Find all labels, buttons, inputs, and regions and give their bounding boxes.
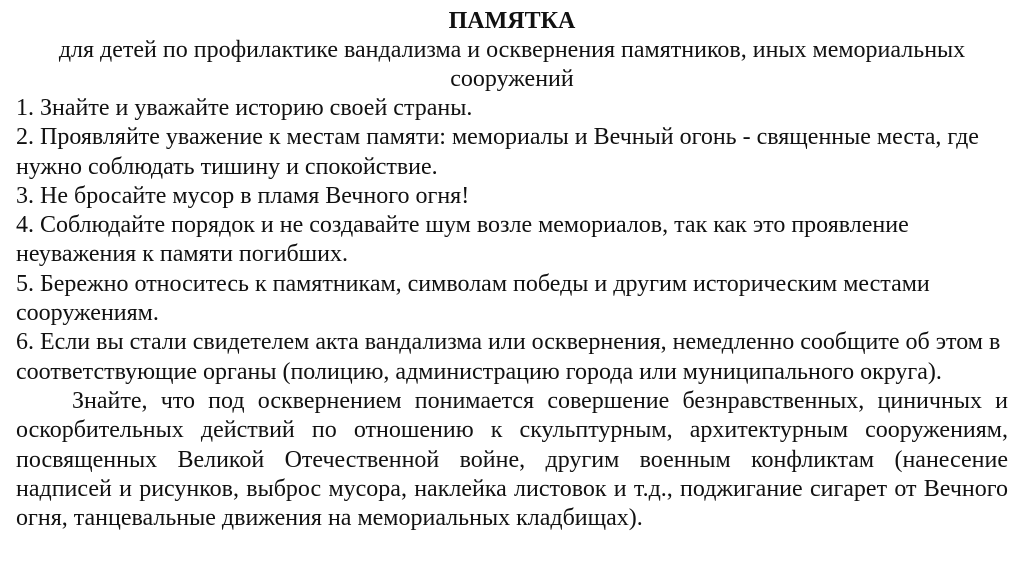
rule-item-6: 6. Если вы стали свидетелем акта вандализма или осквернения, немедленно сообщите об этом в соответствующие органы (полицию, администрацию города или муниципального округа). [16,329,1001,385]
rule-item-1: 1. Знайте и уважайте историю своей страны. [16,95,473,121]
rule-item-2: 2. Проявляйте уважение к местам памяти: мемориалы и Вечный огонь - священные места, где нужно соблюдать тишину и спокойствие. [16,124,979,180]
page-subtitle: для детей по профилактике вандализма и осквернения памятников, иных мемориальных сооружений [58,37,966,92]
page-title: ПАМЯТКА [448,8,576,34]
definition-paragraph: Знайте, что под осквернением понимается совершение безнравственных, циничных и оскорбительных действий по отношению к скульптурным, архитектурным сооружениям, посвященных Великой Отечественной войне, другим военным конфликтам (нанесение надписей и рисунков, выброс мусора, наклейка листовок и т.д., поджигание сигарет от Вечного огня, танцевальные движения на мемориальных кладбищах). [16,387,1008,532]
rule-item-4: 4. Соблюдайте порядок и не создавайте шум возле мемориалов, так как это проявление неуважения к памяти погибших. [16,212,909,268]
rule-item-3: 3. Не бросайте мусор в пламя Вечного огня! [16,182,470,209]
rules-list [16,94,1008,387]
rule-item-5: 5. Бережно относитесь к памятникам, символам победы и другим историческим местами сооружениям. [16,270,930,327]
